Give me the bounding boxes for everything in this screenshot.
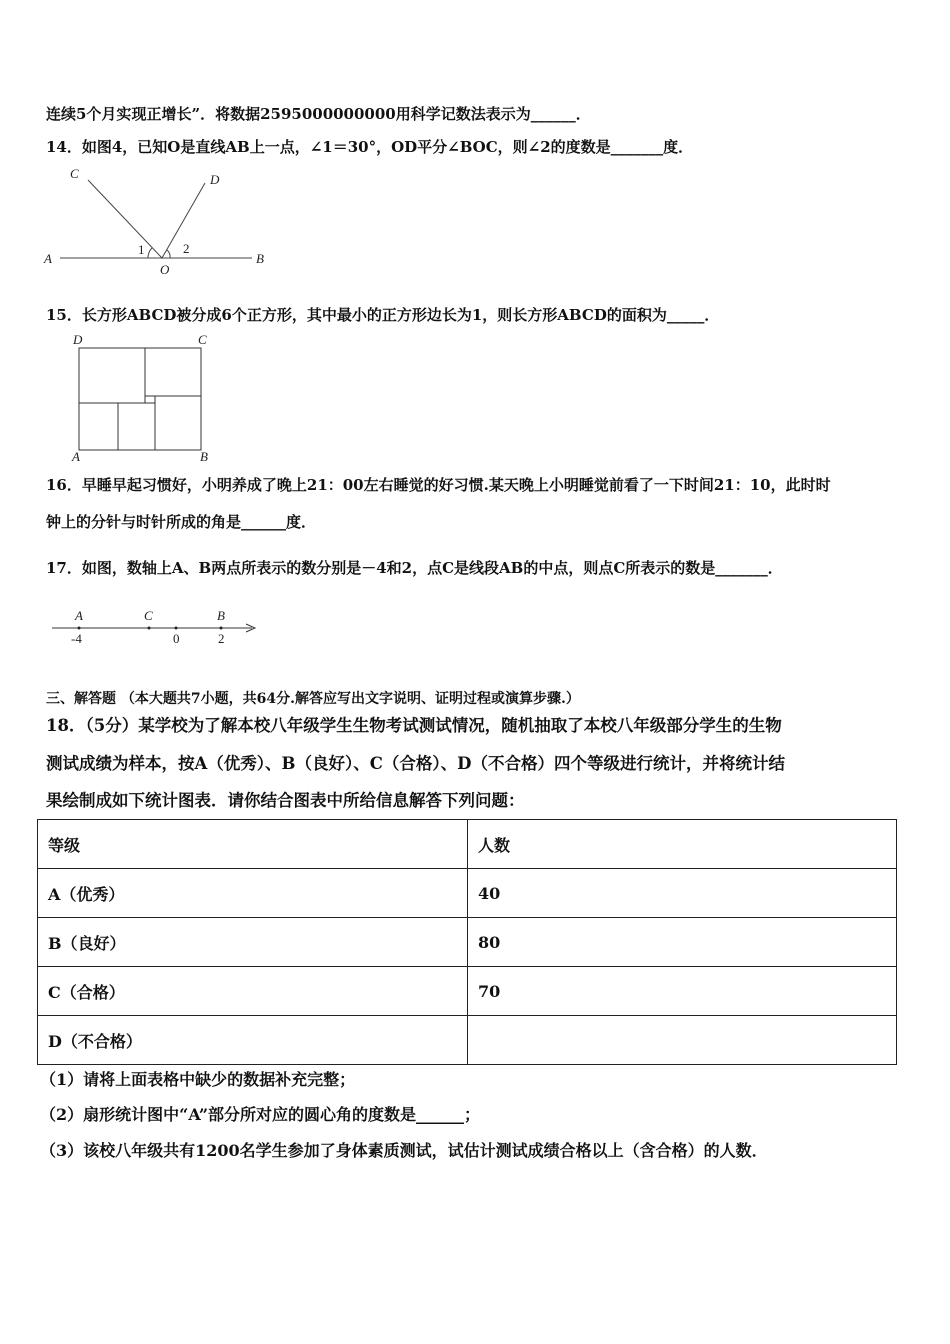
label-a: A bbox=[44, 251, 52, 266]
label-o: O bbox=[160, 262, 170, 277]
q16-text-1: 16．早睡早起习惯好，小明养成了晚上21：00左右睡觉的好习惯.某天晚上小明睡觉前看了一下时间21：10，此时时 bbox=[46, 476, 831, 494]
cell-grade: D（不合格） bbox=[38, 1016, 468, 1065]
section-heading: 三、解答题 （本大题共7小题，共64分.解答应写出文字说明、证明过程或演算步骤.） bbox=[46, 691, 580, 707]
subquestion-3: （3）该校八年级共有1200名学生参加了身体素质测试，试估计测试成绩合格以上（含合格）的人数． bbox=[40, 1141, 768, 1160]
label-a: A bbox=[75, 608, 83, 623]
cell-grade: C（合格） bbox=[38, 967, 468, 1016]
ray-oc bbox=[88, 180, 162, 258]
cell-grade: A（优秀） bbox=[38, 869, 468, 918]
label-c: C bbox=[198, 333, 207, 347]
label-d: D bbox=[73, 333, 83, 347]
number-line-figure bbox=[40, 600, 270, 650]
q17-text: 17．如图，数轴上A、B两点所表示的数分别是－4和2，点C是线段AB的中点，则点C所表示的数是_______． bbox=[46, 559, 783, 577]
tick-2: 2 bbox=[218, 631, 225, 646]
grade-table bbox=[37, 819, 897, 1065]
tick-minus4: -4 bbox=[71, 631, 82, 646]
header-grade: 等级 bbox=[38, 820, 468, 869]
subquestion-1: （1）请将上面表格中缺少的数据补充完整； bbox=[40, 1070, 356, 1089]
label-b: B bbox=[217, 608, 225, 623]
table-row bbox=[38, 1016, 897, 1065]
table-row bbox=[38, 869, 897, 918]
q18-text-2: 测试成绩为样本，按A（优秀）、B（良好）、C（合格）、D（不合格）四个等级进行统计，并将统计结 bbox=[46, 754, 785, 773]
q18-text-3: 果绘制成如下统计图表．请你结合图表中所给信息解答下列问题： bbox=[46, 791, 525, 810]
q15-text: 15．长方形ABCD被分成6个正方形，其中最小的正方形边长为1，则长方形ABCD的面积为_____． bbox=[46, 306, 720, 324]
table-row bbox=[38, 967, 897, 1016]
cell-count bbox=[468, 1016, 897, 1065]
label-angle2: 2 bbox=[183, 241, 190, 256]
label-c: C bbox=[144, 608, 153, 623]
label-d: D bbox=[210, 172, 220, 187]
rectangle-figure bbox=[60, 333, 220, 465]
label-b: B bbox=[200, 449, 208, 464]
cell-count: 80 bbox=[468, 918, 897, 967]
tick-0: 0 bbox=[173, 631, 180, 646]
angle-figure bbox=[0, 160, 300, 285]
cell-count: 70 bbox=[468, 967, 897, 1016]
table-row bbox=[38, 918, 897, 967]
subquestion-2: （2）扇形统计图中“A”部分所对应的圆心角的度数是______； bbox=[40, 1105, 481, 1124]
label-a: A bbox=[72, 449, 80, 464]
q13-tail: 连续5个月实现正增长”．将数据2595000000000用科学记数法表示为______． bbox=[46, 105, 591, 123]
header-count: 人数 bbox=[468, 820, 897, 869]
q16-text-2: 钟上的分针与时针所成的角是______度． bbox=[46, 513, 317, 531]
q18-text-1: 18．（5分）某学校为了解本校八年级学生生物考试测试情况，随机抽取了本校八年级部分学生的生物 bbox=[46, 716, 782, 735]
label-angle1: 1 bbox=[138, 242, 145, 257]
label-b: B bbox=[256, 251, 264, 266]
cell-grade: B（良好） bbox=[38, 918, 468, 967]
table-header-row bbox=[38, 820, 897, 869]
q14-text: 14．如图4，已知O是直线AB上一点，∠1＝30°，OD平分∠BOC，则∠2的度数是_______度． bbox=[46, 138, 694, 156]
label-c: C bbox=[70, 166, 79, 181]
cell-count: 40 bbox=[468, 869, 897, 918]
